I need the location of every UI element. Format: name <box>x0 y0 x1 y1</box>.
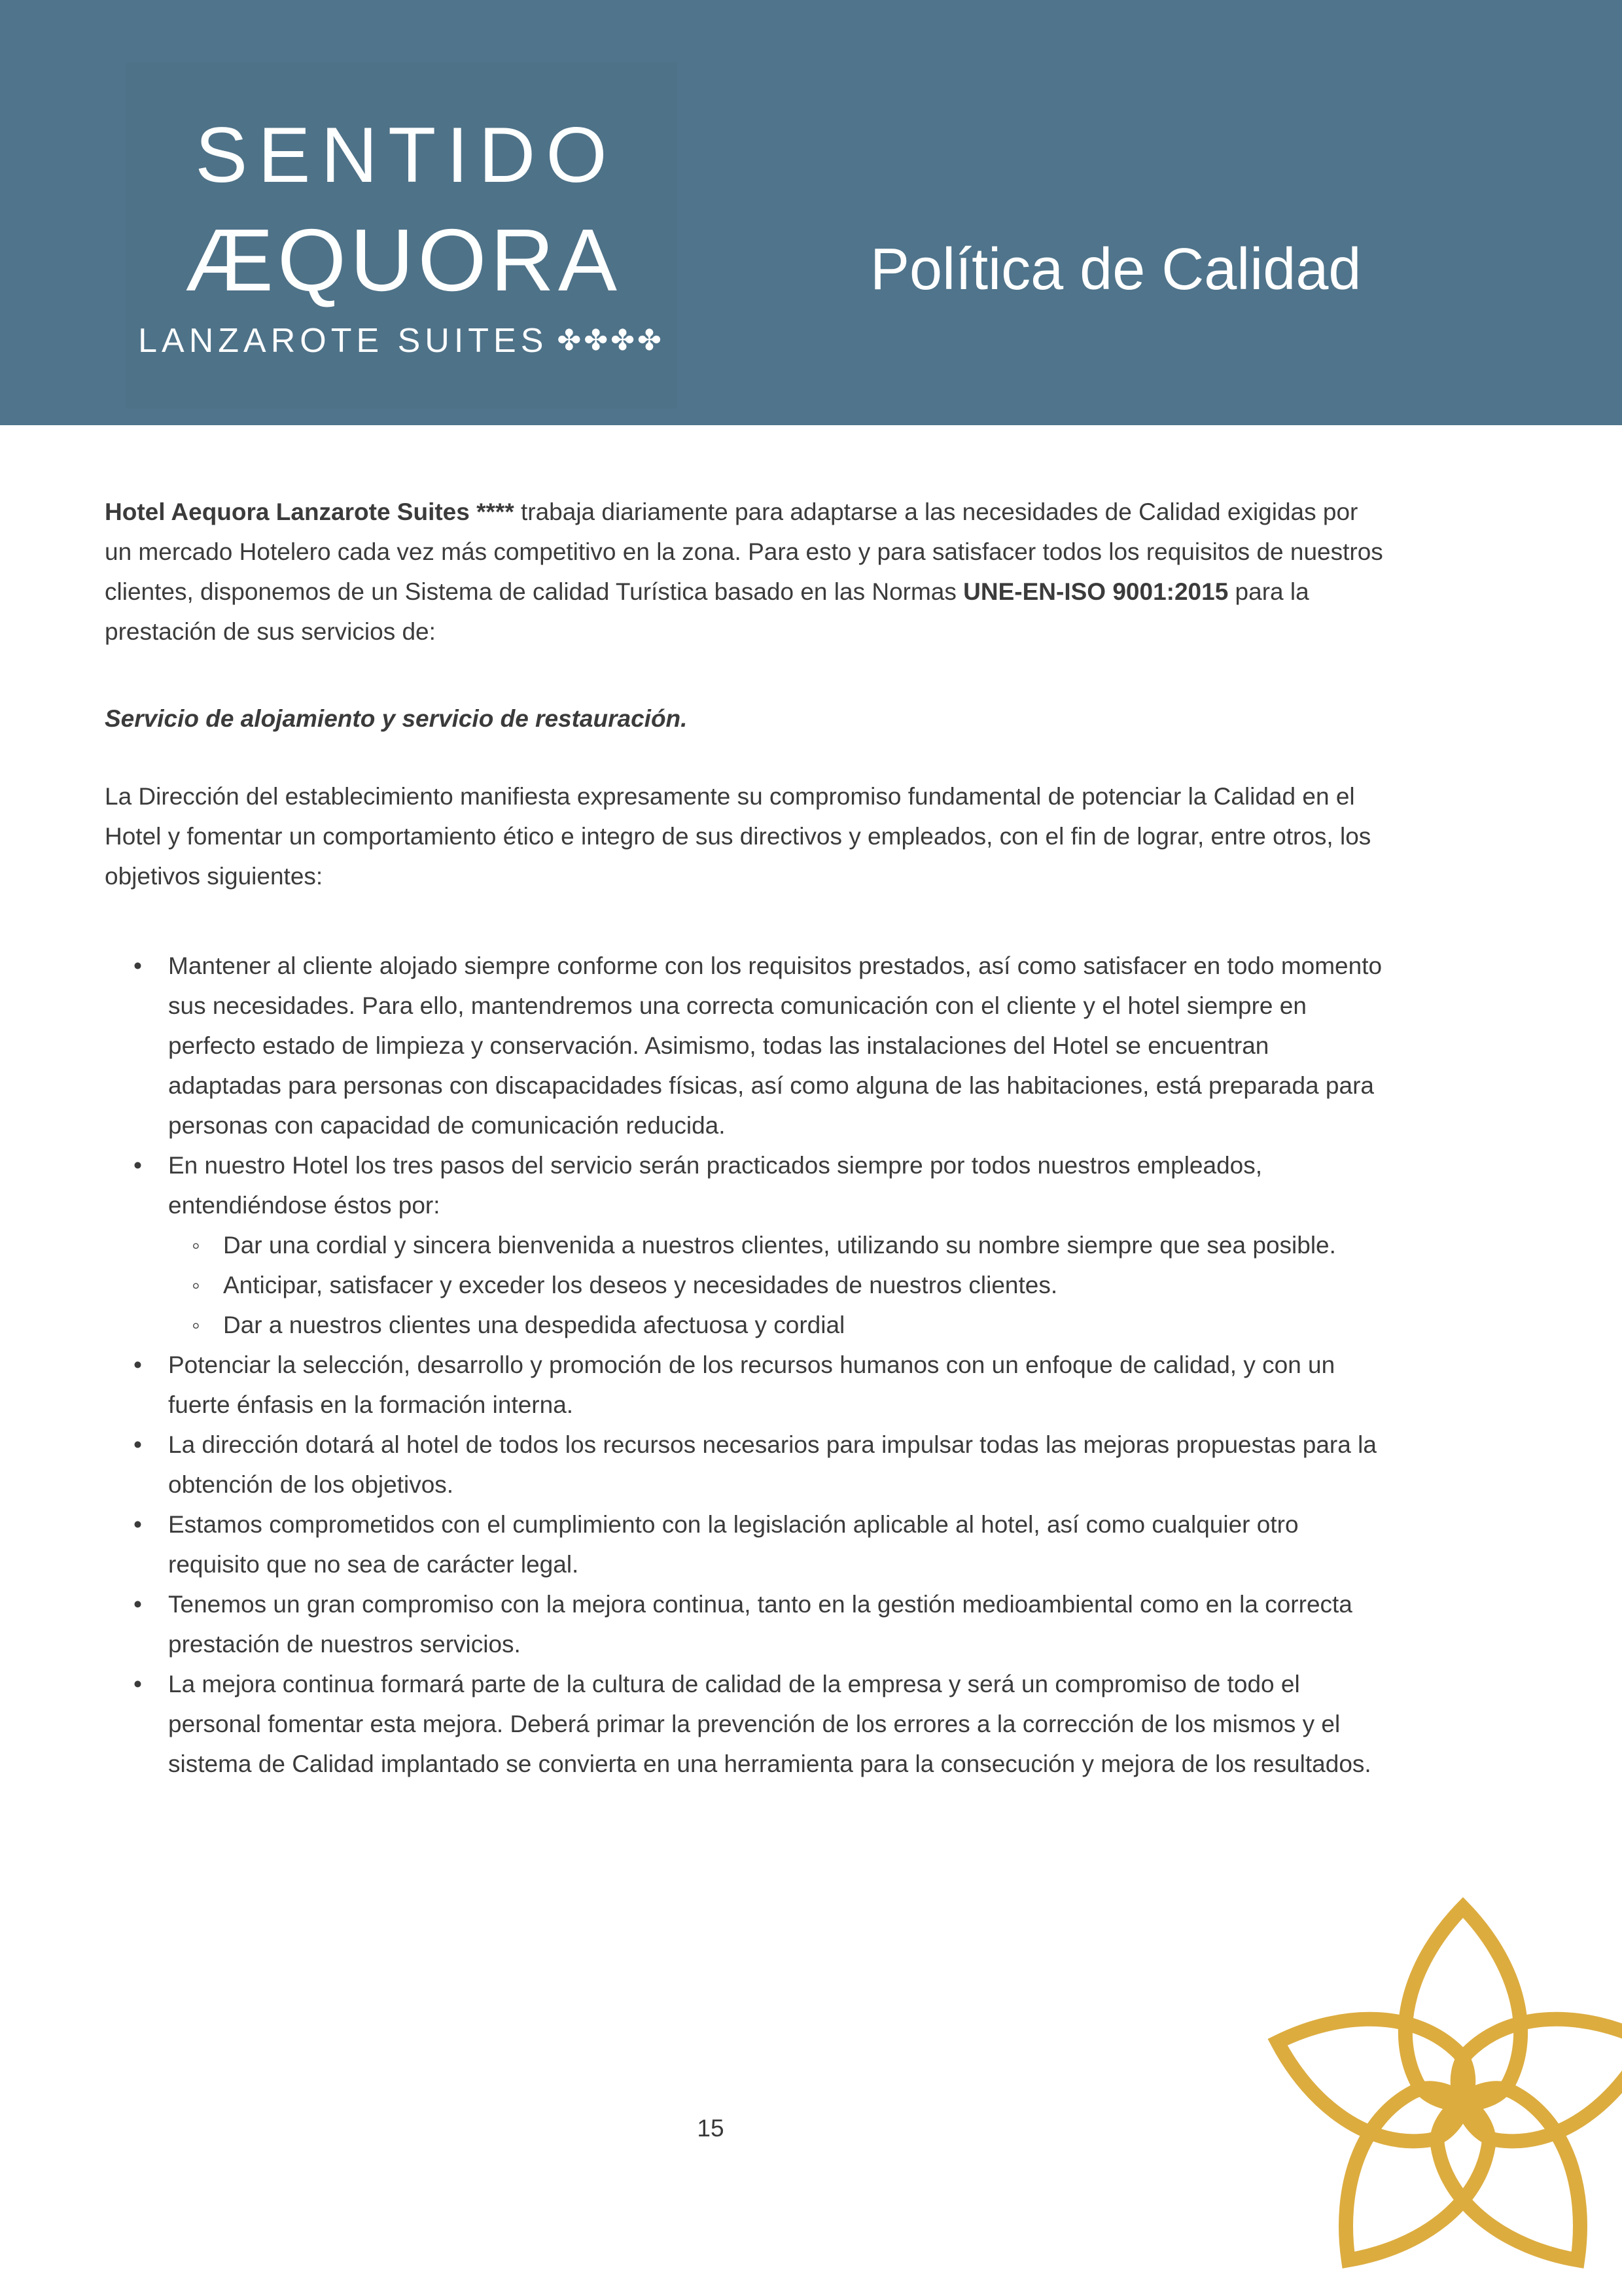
logo-brand-text: SENTIDO <box>195 111 618 199</box>
service-steps-sublist <box>168 1225 1387 1345</box>
iso-norm-bold: UNE-EN-ISO 9001:2015 <box>963 578 1229 605</box>
list-item-text: Mantener al cliente alojado siempre conforme con los requisitos prestados, así como satisfacer en todo momento sus necesidades. Para ello, mantendremos una correcta comunicación con el cliente y el hotel siempre en perfecto estado de limpieza y conservación. Asimismo, todas las instalaciones del Hotel se encuentran adaptadas para personas con discapacidades físicas, así como alguna de las habitaciones, está preparada para personas con capacidad de comunicación reducida. <box>168 952 1383 1139</box>
logo-tagline-text: LANZAROTE SUITES <box>138 322 548 360</box>
hotel-logo <box>126 63 677 408</box>
list-item <box>105 1345 1387 1425</box>
four-stars-icon: ✤✤✤✤ <box>557 324 664 357</box>
intro-text-a: trabaja diariamente para adaptarse a las necesidades de Calidad exigidas por un mercado Hotelero cada vez más competitivo en la zona. Para esto y para satisfacer todos los requisitos de nuestros clientes, disponemos de un Sistema de calidad Turística basado en las Normas <box>105 498 1383 605</box>
list-item-text: La mejora continua formará parte de la cultura de calidad de la empresa y será un compromiso de todo el personal fomentar esta mejora. Deberá primar la prevención de los errores a la corrección de los mismos y el sistema de Calidad implantado se convierta en una herramienta para la consecución y mejora de los resultados. <box>168 1671 1371 1777</box>
list-item-text: Potenciar la selección, desarrollo y promoción de los recursos humanos con un enfoque de calidad, y con un fuerte énfasis en la formación interna. <box>168 1351 1335 1418</box>
list-item-text: Estamos comprometidos con el cumplimiento con la legislación aplicable al hotel, así como cualquier otro requisito que no sea de carácter legal. <box>168 1511 1299 1578</box>
management-paragraph: La Dirección del establecimiento manifiesta expresamente su compromiso fundamental de potenciar la Calidad en el Hotel y fomentar un comportamiento ético e integro de sus directivos y empleados, con el fin de lograr, entre otros, los objetivos siguientes: <box>105 783 1371 890</box>
header-banner <box>0 0 1622 425</box>
intro-text-b: para la prestación de sus servicios de: <box>105 578 1309 645</box>
list-item <box>105 1145 1387 1345</box>
logo-name-text: ÆQUORA <box>185 211 622 309</box>
list-item <box>105 1584 1387 1664</box>
list-item-text: Tenemos un gran compromiso con la mejora continua, tanto en la gestión medioambiental como en la correcta prestación de nuestros servicios. <box>168 1591 1352 1658</box>
objectives-list <box>105 946 1387 1784</box>
logo-tagline <box>138 317 664 365</box>
service-heading: Servicio de alojamiento y servicio de restauración. <box>105 705 688 732</box>
sub-list-item <box>168 1305 1387 1345</box>
sub-list-item-text: Dar una cordial y sincera bienvenida a nuestros clientes, utilizando su nombre siempre que sea posible. <box>223 1232 1336 1259</box>
hotel-name-bold: Hotel Aequora Lanzarote Suites **** <box>105 498 514 525</box>
list-item <box>105 1505 1387 1584</box>
sub-list-item-text: Anticipar, satisfacer y exceder los deseos y necesidades de nuestros clientes. <box>223 1272 1058 1298</box>
page-number: 15 <box>697 2115 724 2142</box>
list-item-text: La dirección dotará al hotel de todos los recursos necesarios para impulsar todas las mejoras propuestas para la obtención de los objetivos. <box>168 1431 1377 1498</box>
list-item-text: En nuestro Hotel los tres pasos del servicio serán practicados siempre por todos nuestros empleados, entendiéndose éstos por: <box>168 1152 1263 1219</box>
page-title: Política de Calidad <box>870 237 1362 302</box>
document-body <box>105 492 1387 1784</box>
flower-logo-icon <box>1254 1893 1622 2296</box>
list-item <box>105 946 1387 1145</box>
list-item <box>105 1664 1387 1784</box>
list-item <box>105 1425 1387 1505</box>
sub-list-item <box>168 1265 1387 1305</box>
intro-paragraph <box>105 492 1387 652</box>
sub-list-item <box>168 1225 1387 1265</box>
sub-list-item-text: Dar a nuestros clientes una despedida afectuosa y cordial <box>223 1312 845 1338</box>
